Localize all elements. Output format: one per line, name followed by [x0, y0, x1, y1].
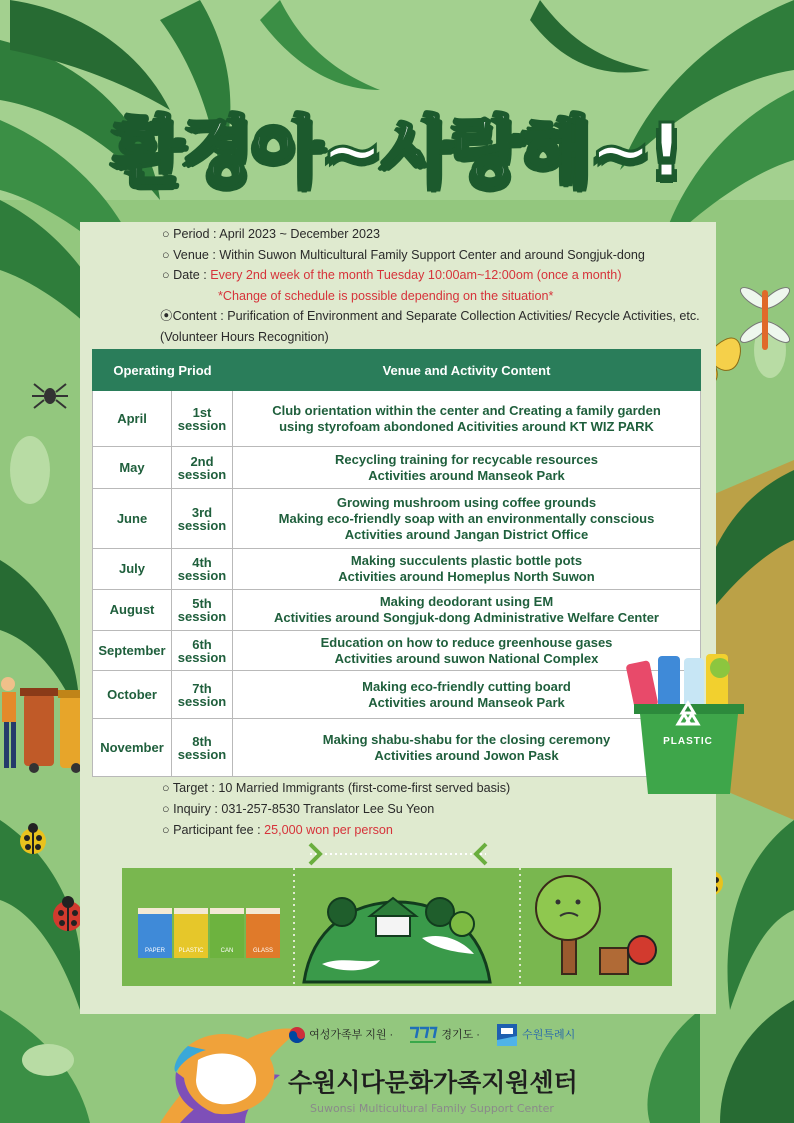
- schedule-row: [93, 391, 701, 447]
- schedule-content: Recycling training for recycable resources Activities around Manseok Park: [233, 447, 701, 489]
- recycling-bin: [138, 908, 172, 958]
- schedule-table: [92, 349, 701, 777]
- fee-label: ○ Participant fee :: [162, 823, 265, 837]
- bottom-info: [162, 778, 510, 841]
- schedule-month: May: [93, 447, 172, 489]
- header-period: Operating Priod: [93, 350, 233, 391]
- ministry-sponsor: 여성가족부 지원 ·: [288, 1029, 402, 1041]
- spider-icon: [32, 378, 68, 414]
- fee-value: 25,000 won per person: [264, 823, 393, 837]
- schedule-row: [93, 631, 701, 671]
- date-line: [162, 265, 722, 286]
- event-info: [162, 224, 722, 347]
- schedule-content: Club orientation within the center and Creating a family garden using styrofoam abondoned Acitivities around KT WIZ PARK: [233, 391, 701, 447]
- gyeonggi-logo-icon: [408, 1024, 438, 1046]
- recycling-bin-label: GLASS: [252, 948, 273, 954]
- gyeonggi-sponsor: 경기도 ·: [408, 1029, 489, 1041]
- ladybug-icon: [16, 822, 50, 856]
- schedule-content: Growing mushroom using coffee grounds Making eco-friendly soap with an environmentally conscious Activities around Jangan District Office: [233, 489, 701, 549]
- schedule-month: June: [93, 489, 172, 549]
- schedule-content: Making eco-friendly cutting board Activities around Manseok Park: [233, 671, 701, 719]
- suwon-logo-icon: [495, 1022, 519, 1048]
- date-note: *Change of schedule is possible depending on the situation*: [218, 288, 554, 303]
- schedule-session: 5th session: [172, 590, 233, 631]
- schedule-session: 3rd session: [172, 489, 233, 549]
- schedule-row: [93, 489, 701, 549]
- inquiry-line: ○ Inquiry : 031-257-8530 Translator Lee Su Yeon: [162, 802, 435, 816]
- center-logo-icon: [168, 1026, 282, 1118]
- schedule-session: 8th session: [172, 719, 233, 777]
- target-line: ○ Target : 10 Married Immigrants (first-come-first served basis): [162, 781, 511, 795]
- recycling-bin: [174, 908, 208, 958]
- schedule-content: Making shabu-shabu for the closing ceremony Activities around Jowon Pask: [233, 719, 701, 777]
- recycling-bins: [138, 908, 280, 958]
- plastic-bin-label: PLASTIC: [663, 736, 713, 747]
- center-name: 수원시다문화가족지원센터: [288, 1068, 578, 1097]
- schedule-row: [93, 719, 701, 777]
- schedule-content: Making deodorant using EM Activities around Songjuk-dong Administrative Welfare Center: [233, 590, 701, 631]
- header-venue: Venue and Activity Content: [233, 350, 701, 391]
- poster-title: 환경아~사랑해~!: [112, 108, 682, 194]
- schedule-month: October: [93, 671, 172, 719]
- schedule-month: April: [93, 391, 172, 447]
- date-value: Every 2nd week of the month Tuesday 10:00am~12:00om (once a month): [210, 268, 622, 282]
- schedule-month: November: [93, 719, 172, 777]
- schedule-row: [93, 671, 701, 719]
- recycling-bin-label: PLASTIC: [178, 948, 204, 954]
- suwon-sponsor: 수원특례시: [495, 1029, 581, 1041]
- center-name-english: Suwonsi Multicultural Family Support Center: [310, 1102, 554, 1115]
- recycling-bin-label: PAPER: [145, 948, 165, 954]
- content-line: ⦿Content : Purification of Environment and Separate Collection Activities/ Recycle Activities, etc. (Volunteer Hours Recognition): [160, 309, 700, 344]
- schedule-session: 6th session: [172, 631, 233, 671]
- schedule-content: Education on how to reduce greenhouse gases Activities around suwon National Complex: [233, 631, 701, 671]
- eco-illustration-strip: [122, 868, 672, 986]
- recycling-bin-label: CAN: [220, 948, 234, 954]
- recycle-icon: [674, 700, 702, 728]
- venue-line: ○ Venue : Within Suwon Multicultural Family Support Center and around Songjuk-dong: [162, 247, 645, 262]
- schedule-content: Making succulents plastic bottle pots Activities around Homeplus North Suwon: [233, 549, 701, 590]
- recycling-bin: [210, 908, 244, 958]
- schedule-month: July: [93, 549, 172, 590]
- fee-line: [162, 820, 510, 841]
- schedule-session: 1st session: [172, 391, 233, 447]
- ministry-logo-icon: [288, 1026, 306, 1044]
- schedule-session: 4th session: [172, 549, 233, 590]
- schedule-session: 7th session: [172, 671, 233, 719]
- schedule-month: September: [93, 631, 172, 671]
- schedule-month: August: [93, 590, 172, 631]
- date-label: ○ Date :: [162, 268, 211, 282]
- divider-arrows: [290, 840, 506, 870]
- schedule-row: [93, 549, 701, 590]
- period-line: ○ Period : April 2023 ~ December 2023: [162, 227, 380, 241]
- recycling-bin: [246, 908, 280, 958]
- schedule-row: [93, 590, 701, 631]
- schedule-session: 2nd session: [172, 447, 233, 489]
- sponsor-logos: [288, 1022, 587, 1048]
- schedule-row: [93, 447, 701, 489]
